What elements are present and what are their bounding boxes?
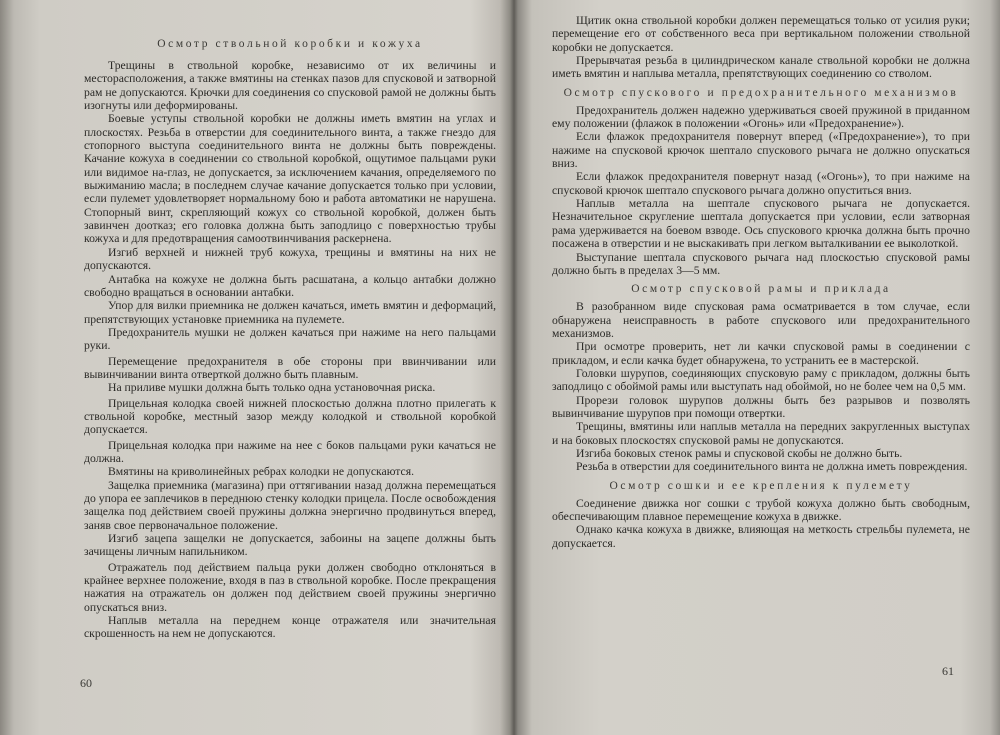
paragraph: Упор для вилки приемника не должен качаться, иметь вмятин и деформаций, препятствующих установке приемника на пулемете.	[84, 299, 496, 326]
paragraph: Наплыв металла на переднем конце отражателя или значительная скрошенность на нем не допускаются.	[84, 614, 496, 641]
paragraph: Антабка на кожухе не должна быть расшатана, а кольцо антабки должно свободно вращаться в основании антабки.	[84, 272, 496, 299]
page-number-right: 61	[942, 664, 954, 678]
paragraph: Если флажок предохранителя повернут назад («Огонь»), то при нажиме на спусковой крючок шептало спускового рычага должно опуститься вниз.	[552, 170, 970, 197]
paragraph: Изгиб зацепа защелки не допускается, забоины на зацепе должны быть зачищены личным напильником.	[84, 532, 496, 559]
paragraph: Щитик окна ствольной коробки должен перемещаться только от усилия руки; перемещение его от собственного веса при вертикальном положении ствольной коробки не допускается.	[552, 14, 970, 54]
paragraph: Резьба в отверстии для соединительного винта не должна иметь повреждения.	[576, 460, 968, 474]
paragraph: Вмятины на криволинейных ребрах колодки не допускаются.	[108, 465, 415, 479]
paragraph: Выступание шептала спускового рычага над плоскостью спусковой рамы должно быть в пределах 3—5 мм.	[552, 250, 970, 277]
paragraph: Прорези головок шурупов должны быть без разрывов и позволять вывинчивание шурупов при помощи отвертки.	[552, 393, 970, 420]
paragraph: Если флажок предохранителя повернут вперед («Предохранение»), то при нажиме на спусковой крючок шептало спускового рычага не должно опускаться вниз.	[552, 130, 970, 171]
paragraph: Наплыв металла на шептале спускового рычага не допускается. Незначительное скругление шептала допускается при условии, если затворная рама удерживается на боевом взводе. Ось спускового крючка должна быть прочно посажена в отверстии и не выскакивать при легком выталкивании ее выколоткой.	[552, 197, 970, 251]
paragraph: На приливе мушки должна быть только одна установочная риска.	[108, 381, 436, 395]
paragraph: Предохранитель должен надежно удерживаться своей пружиной в приданном ему положении (флажок в положении «Огонь» или «Предохранение»).	[552, 103, 970, 131]
paragraph: Прерывчатая резьба в цилиндрическом канале ствольной коробки не должна иметь вмятин и наплыва металла, препятствующих соединению со стволом.	[552, 54, 970, 81]
paragraph: Прицельная колодка при нажиме на нее с боков пальцами руки качаться не должна.	[84, 438, 496, 465]
section-title-trigger-mechanism: Осмотр спускового и предохранительного механизмов	[563, 86, 959, 99]
paragraph: Однако качка кожуха в движке, влияющая на меткость стрельбы пулемета, не допускается.	[552, 523, 970, 550]
paragraph: В разобранном виде спусковая рама осматривается в том случае, если обнаружена неисправность в работе спускового или предохранительного механизмов.	[552, 300, 970, 340]
section-title-bipod: Осмотр сошки и ее крепления к пулемету	[609, 479, 913, 492]
paragraph: Защелка приемника (магазина) при оттягивании назад должна перемещаться до упора ее заплечиков в переднюю стенку колодки прицела. После освобождения защелка под действием своей пружины должна энергично продвинуться вперед, заняв свое первоначальное положение.	[84, 478, 496, 532]
paragraph: Трещины в ствольной коробке, независимо от их величины и месторасположения, а также вмятины на стенках пазов для спусковой и затворной рам не допускаются. Крючки для соединения со спусковой рамой не должны быть изогнуты или деформированы.	[84, 59, 496, 113]
paragraph: Изгиба боковых стенок рамы и спусковой скобы не должно быть.	[576, 446, 903, 460]
paragraph: Головки шурупов, соединяющих спусковую раму с прикладом, должны быть заподлицо с обоймой рамы или выступать над обоймой, но не более чем на 0,5 мм.	[552, 366, 970, 394]
paragraph: Изгиб верхней и нижней труб кожуха, трещины и вмятины на них не допускаются.	[84, 245, 496, 273]
left-page-column	[84, 38, 496, 641]
paragraph: Отражатель под действием пальца руки должен свободно отклоняться в крайнее верхнее положение, входя в паз в ствольной коробке. После прекращения нажатия на отражатель он должен под действием своей пружины энергично опускаться вниз.	[84, 560, 496, 614]
right-page-column	[552, 14, 970, 550]
section-title-trigger-frame: Осмотр спусковой рамы и приклада	[631, 283, 891, 296]
paragraph: Боевые уступы ствольной коробки не должны иметь вмятин на углах и плоскостях. Резьба в отверстии для соединительного винта, а также гнездо для стопорного выступа соединительного винта не должны быть повреждены. Качание кожуха в соединении со ствольной коробкой, ощутимое пальцами руки или видимое на-глаз, не допускается, за исключением качания, определяемого по выжиманию масла; в последнем случае качание допускается только при условии, если пулемет удовлетворяет нормальному бою и работа автоматики не нарушена. Стопорный винт, скрепляющий кожух со ствольной коробкой, должен быть завинчен доотказ; его головка должна быть заподлицо с поверхностью трубы кожуха и для предотвращения самоотвинчивания раскернена.	[84, 112, 496, 246]
paragraph: Прицельная колодка своей нижней плоскостью должна плотно прилегать к ствольной коробке, местный зазор между колодкой и ствольной коробкой допускается.	[84, 396, 496, 437]
paragraph: Предохранитель мушки не должен качаться при нажиме на него пальцами руки.	[84, 325, 496, 353]
paragraph: Перемещение предохранителя в обе стороны при ввинчивании или вывинчивании винта отверткой должно быть плавным.	[84, 354, 496, 381]
page-number-left: 60	[80, 676, 92, 690]
paragraph: Соединение движка ног сошки с трубой кожуха должно быть свободным, обеспечивающим плавное перемещение кожуха в движке.	[552, 496, 970, 523]
paragraph: Трещины, вмятины или наплыв металла на передних закругленных выступах и на боковых плоскостях спусковой рамы не допускаются.	[552, 420, 970, 447]
paragraph: При осмотре проверить, нет ли качки спусковой рамы в соединении с прикладом, и если качка будет обнаружена, то устранить ее в мастерской.	[552, 340, 970, 367]
right-page	[514, 0, 1000, 735]
section-title-receiver: Осмотр ствольной коробки и кожуха	[157, 38, 423, 50]
